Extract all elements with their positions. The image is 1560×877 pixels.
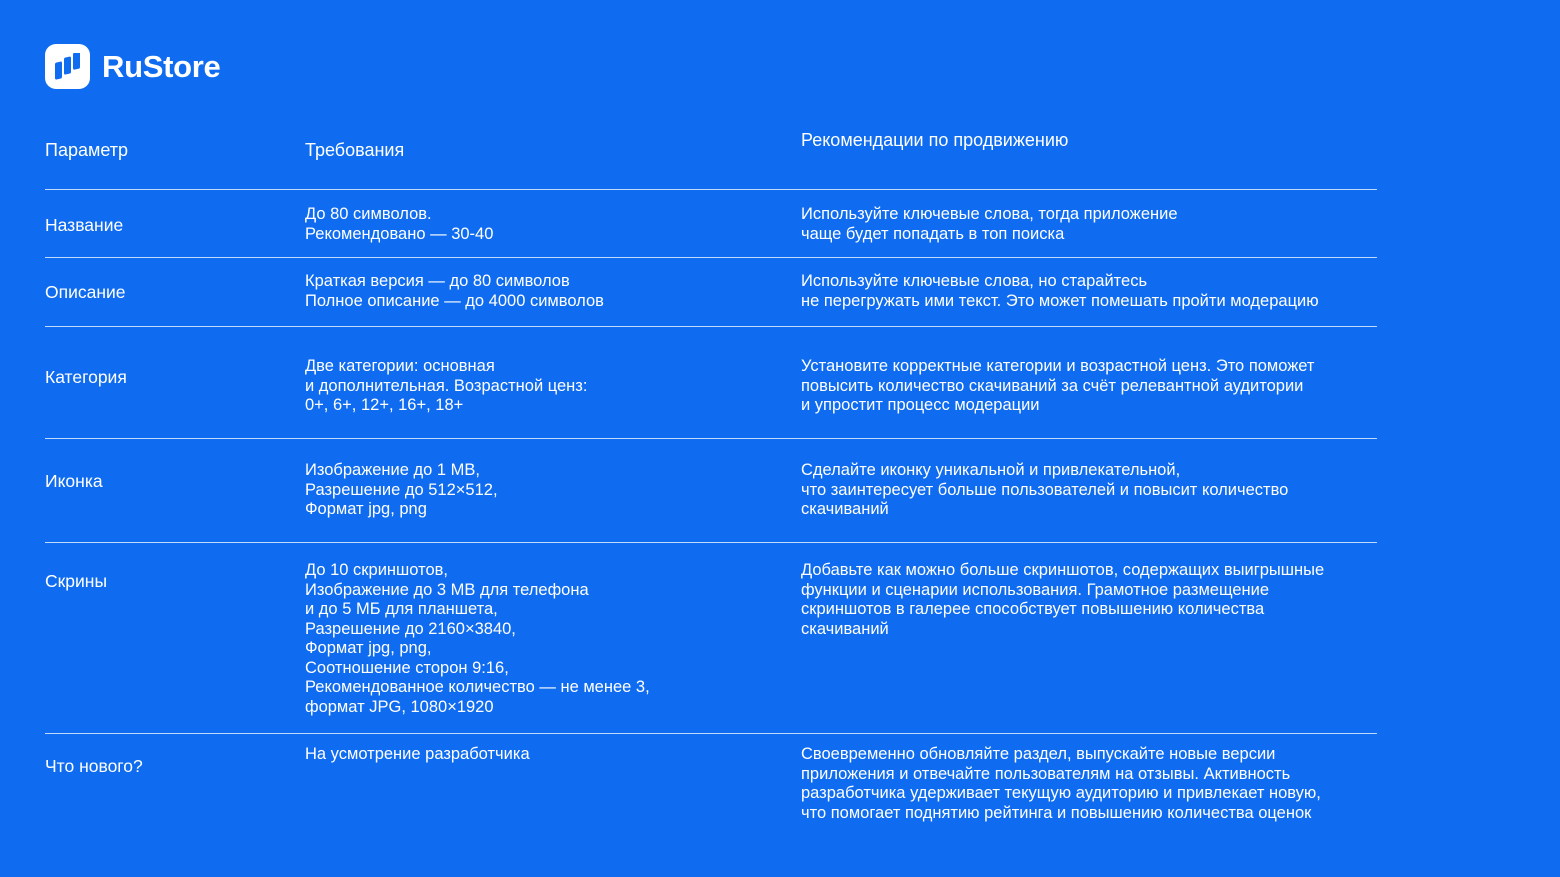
- rustore-logo-icon: [45, 44, 90, 89]
- row-param: Скрины: [45, 571, 108, 591]
- row-requirements: До 10 скриншотов, Изображение до 3 MB для телефона и до 5 МБ для планшета, Разрешение до 2160×3840, Формат jpg, png, Соотношение сторон 9:16, Рекомендованное количество — не менее 3, формат JPG, 1080×1920: [305, 561, 650, 716]
- table-divider: [45, 189, 1377, 190]
- row-requirements: Краткая версия — до 80 символов Полное описание — до 4000 символов: [305, 272, 604, 310]
- row-param: Иконка: [45, 471, 103, 491]
- row-recommendations: Используйте ключевые слова, но старайтесь не перегружать ими текст. Это может помешать пройти модерацию: [801, 272, 1319, 310]
- row-requirements: Изображение до 1 MB, Разрешение до 512×512, Формат jpg, png: [305, 461, 498, 518]
- row-recommendations: Своевременно обновляйте раздел, выпускайте новые версии приложения и отвечайте пользователям на отзывы. Активность разработчика удерживает текущую аудиторию и привлекает новую, что помогает поднятию рейтинга и повышению количества оценок: [801, 745, 1321, 822]
- table-divider: [45, 438, 1377, 439]
- row-requirements: На усмотрение разработчика: [305, 745, 530, 763]
- table-divider: [45, 257, 1377, 258]
- table-divider: [45, 542, 1377, 543]
- row-requirements: До 80 символов. Рекомендовано — 30-40: [305, 205, 494, 243]
- table-divider: [45, 326, 1377, 327]
- row-recommendations: Сделайте иконку уникальной и привлекательной, что заинтересует больше пользователей и повысит количество скачиваний: [801, 461, 1289, 518]
- row-param: Категория: [45, 367, 127, 387]
- rustore-logo: [45, 44, 220, 89]
- row-param: Название: [45, 215, 124, 235]
- brand-name: RuStore: [102, 49, 221, 84]
- row-param: Что нового?: [45, 756, 143, 776]
- header-param: Параметр: [45, 140, 129, 160]
- header-requirements: Требования: [305, 140, 405, 160]
- row-param: Описание: [45, 282, 126, 302]
- row-recommendations: Добавьте как можно больше скриншотов, содержащих выигрышные функции и сценарии использования. Грамотное размещение скриншотов в галерее способствует повышению количества скачиваний: [801, 561, 1325, 638]
- table-divider: [45, 733, 1377, 734]
- row-requirements: Две категории: основная и дополнительная. Возрастной ценз: 0+, 6+, 12+, 16+, 18+: [305, 357, 588, 414]
- row-recommendations: Используйте ключевые слова, тогда приложение чаще будет попадать в топ поиска: [801, 205, 1178, 243]
- row-recommendations: Установите корректные категории и возрастной ценз. Это поможет повысить количество скачиваний за счёт релевантной аудитории и упростит процесс модерации: [801, 357, 1315, 414]
- header-recommendations: Рекомендации по продвижению: [801, 130, 1069, 150]
